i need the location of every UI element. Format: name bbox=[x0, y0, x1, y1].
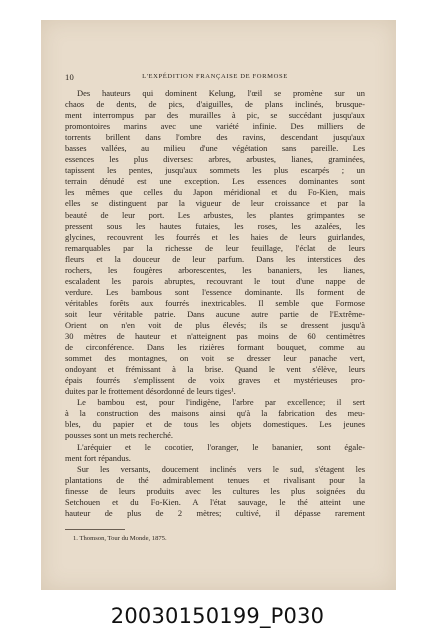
text-line: Setchouen et du Fo-Kien. A l'état sauvage, le thé atteint une bbox=[65, 496, 365, 507]
text-line: torrents brillent dans l'ombre des ravins, descendant jusqu'aux bbox=[65, 132, 365, 143]
footnote: 1. Thomson, Tour du Monde, 1875. bbox=[73, 534, 167, 542]
page-number: 10 bbox=[65, 72, 74, 82]
text-line: ondoyant et frémissant à la brise. Quand le vent s'élève, leurs bbox=[65, 364, 365, 375]
text-line: remarquables par la richesse de leur feuillage, l'éclat de leurs bbox=[65, 242, 365, 253]
text-line: à la construction des maisons ainsi qu'à la fabrication des meu- bbox=[65, 408, 365, 419]
text-line: fleurs et la douceur de leur parfum. Dans les interstices des bbox=[65, 253, 365, 264]
text-line: épais fourrés s'emplissent de voix graves et mystérieuses pro- bbox=[65, 375, 365, 386]
text-line: bles, du papier et de tous les objets domestiques. Les jeunes bbox=[65, 419, 365, 430]
text-line: L'aréquier et le cocotier, l'oranger, le bananier, sont égale- bbox=[77, 441, 365, 452]
text-line: de circonférence. Dans les rizières formant bouquet, comme au bbox=[65, 342, 365, 353]
footnote-separator bbox=[65, 529, 125, 530]
text-line: Sur les versants, doucement inclinés vers le sud, s'étagent les bbox=[77, 463, 365, 474]
text-line: tapissent les pentes, jusqu'aux sommets les plus escarpés ; un bbox=[65, 165, 365, 176]
text-line: beauté de leur port. Les arbustes, les plantes grimpantes se bbox=[65, 209, 365, 220]
text-line: Orient on n'en voit de plus élevés; ils se dressent jusqu'à bbox=[65, 319, 365, 330]
text-line: verdure. Les bambous sont l'essence dominante. Ils forment de bbox=[65, 286, 365, 297]
text-line: véritables forêts aux fourrés inextricables. Il semble que Formose bbox=[65, 297, 365, 308]
text-line: rochers, les fougères arborescentes, les bananiers, les lianes, bbox=[65, 264, 365, 275]
text-line: glycines, recouvrent les fourrés et les haies de leurs guirlandes, bbox=[65, 231, 365, 242]
text-line: basses vallées, au milieu d'une végétation sans pareille. Les bbox=[65, 143, 365, 154]
text-line: ment interrompus par des murailles à pic, se succédant jusqu'aux bbox=[65, 110, 365, 121]
body-paragraphs bbox=[65, 88, 365, 519]
page-header bbox=[65, 72, 365, 84]
text-line: hauteur de plus de 2 mètres; cultivé, il dépasse rarement bbox=[65, 507, 365, 518]
text-line: terrain dénudé est une exception. Les essences dominantes sont bbox=[65, 176, 365, 187]
text-line: Des hauteurs qui dominent Kelung, l'œil se promène sur un bbox=[77, 88, 365, 98]
text-line: pressent sous les hautes futaies, les roses, les azalées, les bbox=[65, 220, 365, 231]
running-title: L'EXPÉDITION FRANÇAISE DE FORMOSE bbox=[142, 73, 288, 80]
text-line: chaos de dents, de pics, d'aiguilles, de plans inclinés, brusque- bbox=[65, 99, 365, 110]
text-line: escaladent les parois abruptes, recouvrant le tout d'une nappe de bbox=[65, 275, 365, 286]
catalog-id: 20030150199_P030 bbox=[110, 604, 325, 628]
text-line: Le bambou est, pour l'indigène, l'arbre par excellence; il sert bbox=[77, 397, 365, 408]
text-line: duites par le frottement désordonné de leurs tiges¹. bbox=[65, 386, 236, 397]
text-line: pousses sont un mets recherché. bbox=[65, 430, 174, 441]
page-text bbox=[65, 72, 365, 543]
text-line: soit leur véritable patrie. Dans aucune autre partie de l'Extrême- bbox=[65, 308, 365, 319]
text-line: promontoires marins avec une variété infinie. Des milliers de bbox=[65, 121, 365, 132]
text-line: ment fort répandus. bbox=[65, 452, 131, 463]
text-line: plantations de thé admirablement tenues et rivalisant pour la bbox=[65, 474, 365, 485]
text-line: 30 mètres de hauteur et n'atteignent pas moins de 60 centimètres bbox=[65, 331, 365, 342]
text-line: essences les plus diverses: arbres, arbustes, lianes, graminées, bbox=[65, 154, 365, 165]
text-line: elles se distinguent par la vigueur de leur croissance et par la bbox=[65, 198, 365, 209]
text-line: sommet des montagnes, on voit se dresser leur panache vert, bbox=[65, 353, 365, 364]
text-line: les mêmes que celles du Japon méridional et du Fo-Kien, mais bbox=[65, 187, 365, 198]
text-line: finesse de leurs produits avec les cultures les plus soignées du bbox=[65, 485, 365, 496]
